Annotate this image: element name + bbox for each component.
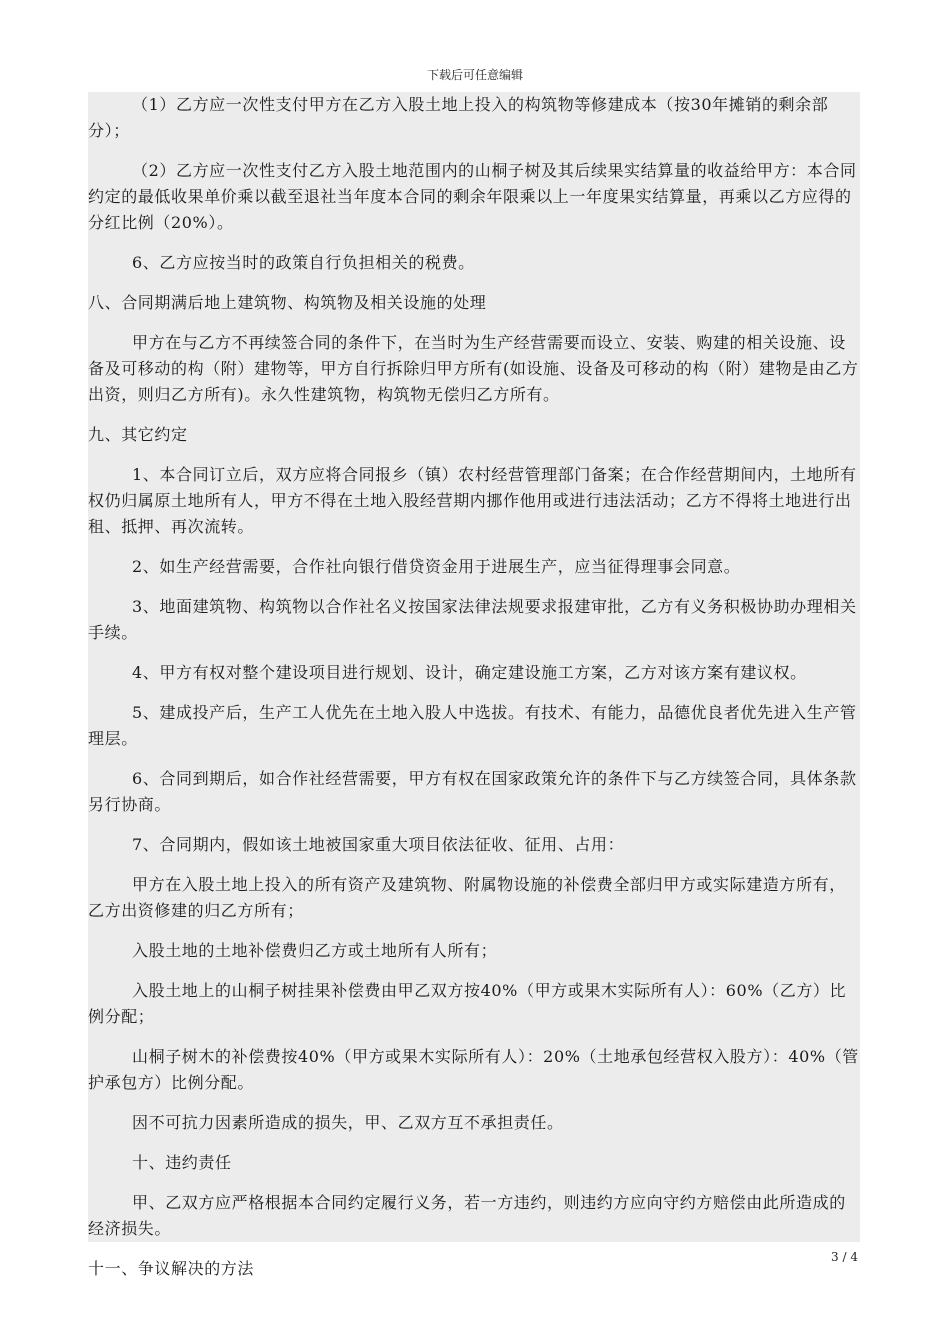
page-number: 3 / 4 [831, 1250, 858, 1264]
section-heading: 十、违约责任 [132, 1153, 232, 1172]
paragraph: 甲方在入股土地上投入的所有资产及建筑物、附属物设施的补偿费全部归甲方或实际建造方所有，乙方出资修建的归乙方所有； [88, 875, 846, 920]
paragraph: 甲方在与乙方不再续签合同的条件下，在当时为生产经营需要而设立、安装、购建的相关设施、设备及可移动的构（附）建物等，甲方自行拆除归甲方所有(如设施、设备及可移动的构（附）建物是由乙方出资，则归乙方所有)。永久性建筑物，构筑物无偿归乙方所有。 [88, 333, 859, 404]
paragraph: 4、甲方有权对整个建设项目进行规划、设计，确定建设施工方案，乙方对该方案有建议权。 [132, 663, 807, 682]
section-heading: 八、合同期满后地上建筑物、构筑物及相关设施的处理 [88, 293, 487, 312]
paragraph: 3、地面建筑物、构筑物以合作社名义按国家法律法规要求报建审批，乙方有义务积极协助办理相关手续。 [88, 597, 857, 642]
paragraph: 2、如生产经营需要，合作社向银行借贷资金用于进展生产，应当征得理事会同意。 [132, 557, 741, 576]
paragraph: （1）乙方应一次性支付甲方在乙方入股土地上投入的构筑物等修建成本（按30年摊销的剩余部分）； [88, 95, 829, 140]
paragraph: 因不可抗力因素所造成的损失，甲、乙双方互不承担责任。 [132, 1113, 564, 1132]
section-heading: 九、其它约定 [88, 425, 188, 444]
paragraph: 入股土地的土地补偿费归乙方或土地所有人所有； [132, 941, 498, 960]
paragraph: （2）乙方应一次性支付乙方入股土地范围内的山桐子树及其后续果实结算量的收益给甲方：本合同约定的最低收果单价乘以截至退社当年度本合同的剩余年限乘以上一年度果实结算量，再乘以乙方应得的分红比例（20%）。 [88, 161, 857, 232]
paragraph: 入股土地上的山桐子树挂果补偿费由甲乙双方按40%（甲方或果木实际所有人）：60%（乙方）比例分配； [88, 981, 847, 1026]
paragraph: 1、本合同订立后，双方应将合同报乡（镇）农村经营管理部门备案；在合作经营期间内，土地所有权仍归属原土地所有人，甲方不得在土地入股经营期内挪作他用或进行违法活动；乙方不得将土地进行出租、抵押、再次流转。 [88, 465, 857, 536]
paragraph: 6、乙方应按当时的政策自行负担相关的税费。 [132, 253, 475, 272]
paragraph: 6、合同到期后，如合作社经营需要，甲方有权在国家政策允许的条件下与乙方续签合同，具体条款另行协商。 [88, 769, 857, 814]
paragraph: 甲、乙双方应严格根据本合同约定履行义务，若一方违约，则违约方应向守约方赔偿由此所造成的经济损失。 [88, 1193, 846, 1238]
paragraph: 7、合同期内，假如该土地被国家重大项目依法征收、征用、占用： [132, 835, 625, 854]
paragraph: 5、建成投产后，生产工人优先在土地入股人中选拔。有技术、有能力，品德优良者优先进入生产管理层。 [88, 703, 857, 748]
paragraph: 山桐子树木的补偿费按40%（甲方或果木实际所有人）：20%（土地承包经营权入股方）：40%（管护承包方）比例分配。 [88, 1047, 859, 1092]
section-heading: 十一、争议解决的方法 [88, 1259, 255, 1278]
download-note: 下载后可任意编辑 [426, 68, 523, 82]
